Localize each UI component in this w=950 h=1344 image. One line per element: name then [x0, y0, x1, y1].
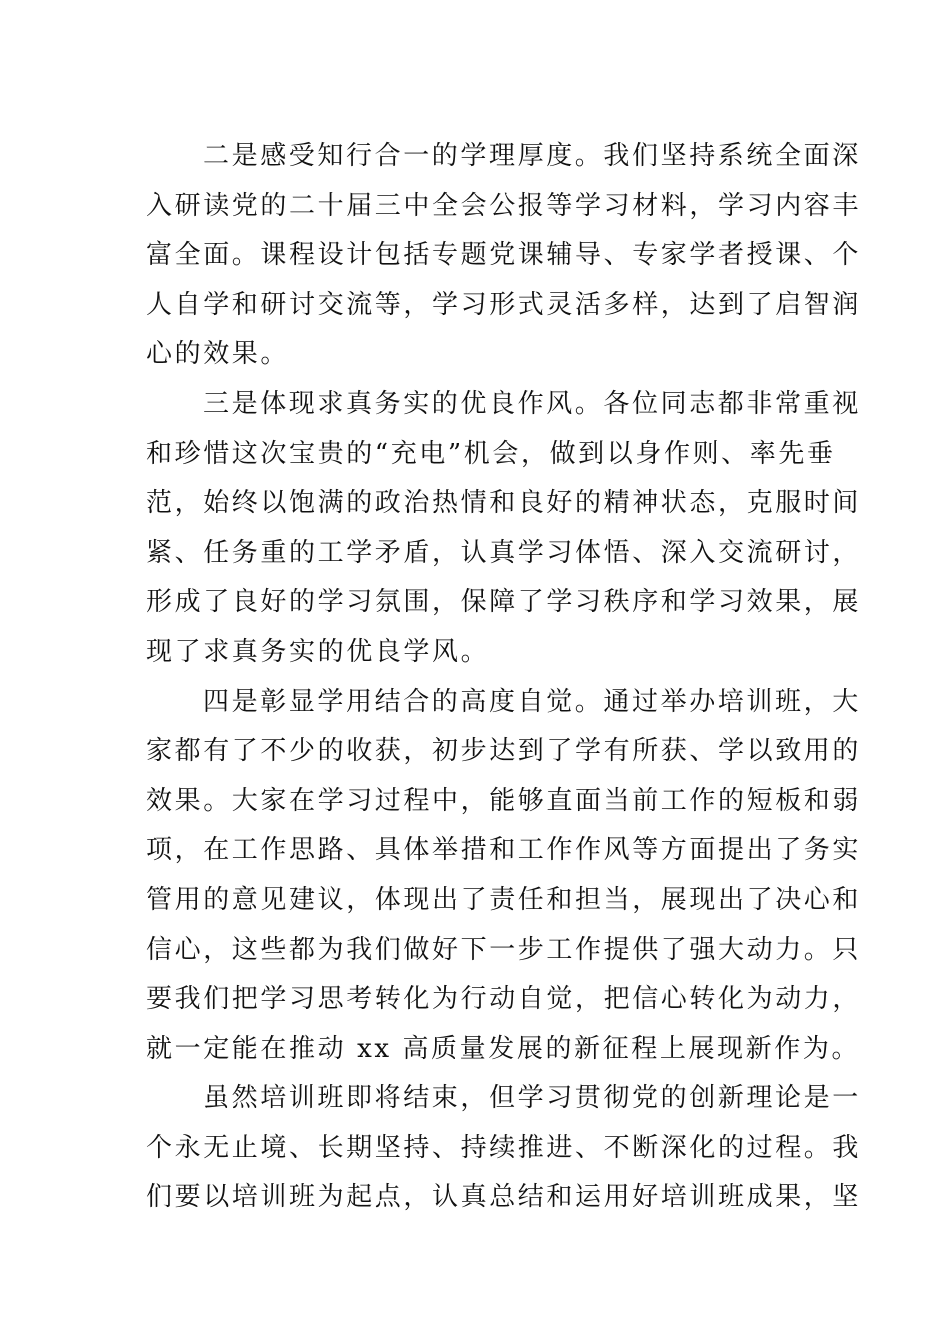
text-line: 虽然培训班即将结束，但学习贯彻党的创新理论是一: [203, 1083, 861, 1114]
text-line: 家都有了不少的收获，初步达到了学有所获、学以致用的: [146, 736, 862, 767]
text-line: 范，始终以饱满的政治热情和良好的精神状态，克服时间: [146, 488, 862, 519]
text-line: 信心，这些都为我们做好下一步工作提供了强大动力。只: [146, 934, 862, 965]
text-line: 管用的意见建议，体现出了责任和担当，展现出了决心和: [146, 884, 862, 915]
paragraph-work-style: [146, 380, 862, 678]
text-line: 就一定能在推动 xx 高质量发展的新征程上展现新作为。: [146, 1033, 861, 1064]
text-line: 心的效果。: [146, 339, 290, 370]
text-line: 人自学和研讨交流等，学习形式灵活多样，达到了启智润: [146, 289, 862, 320]
text-line: 们要以培训班为起点，认真总结和运用好培训班成果，坚: [146, 1182, 862, 1213]
text-line: 四是彰显学用结合的高度自觉。通过举办培训班，大: [203, 686, 861, 717]
text-line: 三是体现求真务实的优良作风。各位同志都非常重视: [203, 388, 861, 419]
document-body: [146, 132, 862, 1223]
text-line: 现了求真务实的优良学风。: [146, 636, 490, 667]
text-line: 形成了良好的学习氛围，保障了学习秩序和学习效果，展: [146, 587, 862, 618]
paragraph-application: [146, 678, 862, 1075]
text-line: 效果。大家在学习过程中，能够直面当前工作的短板和弱: [146, 785, 862, 816]
text-line: 要我们把学习思考转化为行动自觉，把信心转化为动力，: [146, 984, 862, 1015]
paragraph-conclusion: [146, 1074, 862, 1223]
text-line: 二是感受知行合一的学理厚度。我们坚持系统全面深: [203, 141, 861, 171]
text-line: 个永无止境、长期坚持、持续推进、不断深化的过程。我: [146, 1132, 862, 1163]
text-line: 项，在工作思路、具体举措和工作作风等方面提出了务实: [146, 835, 862, 866]
text-line: 紧、任务重的工学矛盾，认真学习体悟、深入交流研讨，: [146, 537, 862, 568]
text-line: 富全面。课程设计包括专题党课辅导、专家学者授课、个: [146, 240, 862, 271]
text-line: 入研读党的二十届三中全会公报等学习材料，学习内容丰: [146, 190, 862, 221]
text-line: 和珍惜这次宝贵的“充电”机会，做到以身作则、率先垂: [146, 438, 836, 469]
paragraph-learning-depth: [146, 132, 862, 380]
